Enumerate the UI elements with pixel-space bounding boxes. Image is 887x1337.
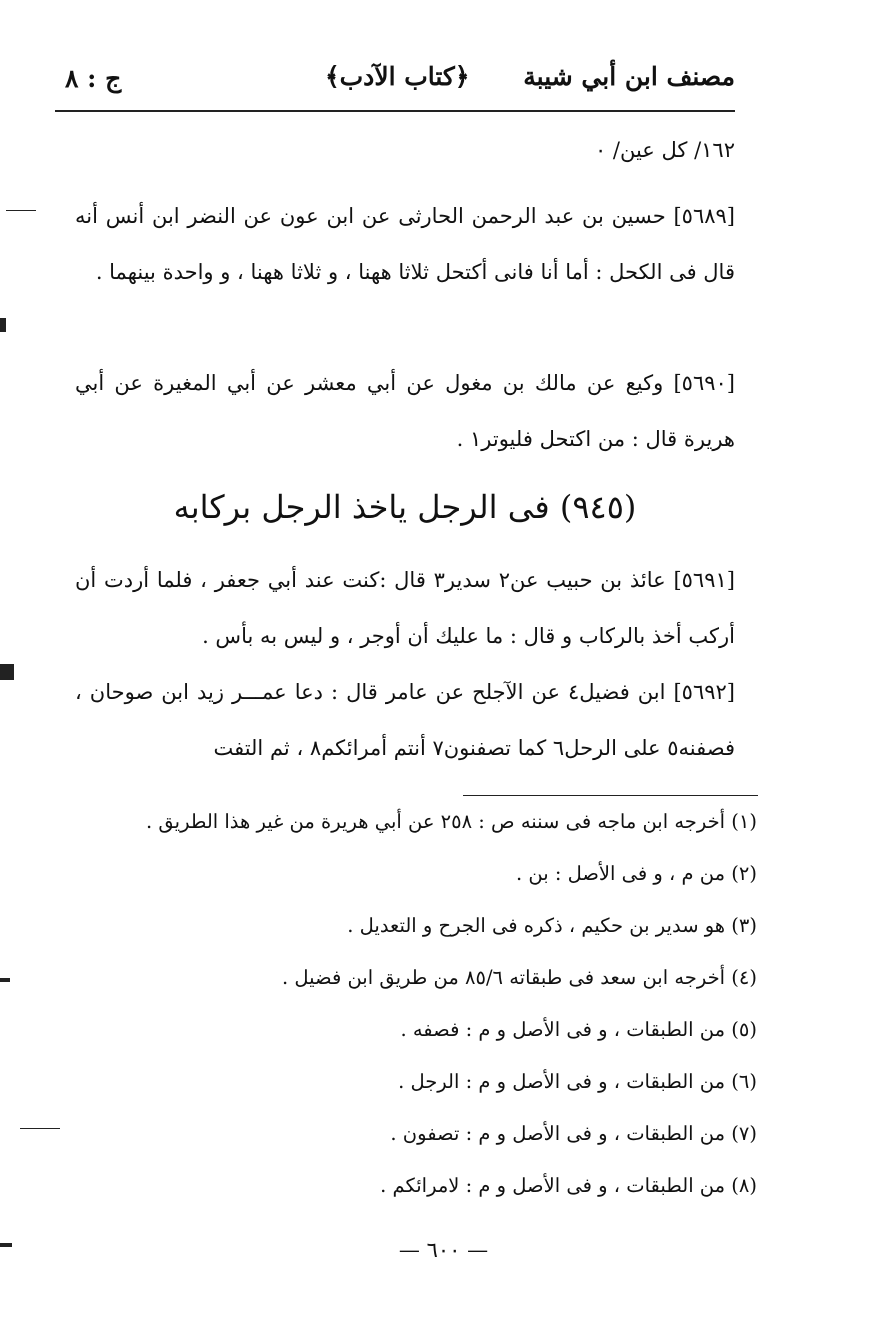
page-number: — ٦٠٠ — bbox=[398, 1238, 489, 1262]
section-title: ﴿كتاب الآدب﴾ bbox=[325, 62, 470, 91]
footnote-3: (٣) هو سدير بن حكيم ، ذكره فى الجرح و التعديل . bbox=[347, 914, 757, 937]
footnote-7: (٧) من الطبقات ، و فى الأصل و م : تصفون . bbox=[390, 1122, 757, 1145]
scan-mark bbox=[0, 664, 14, 680]
scan-mark bbox=[20, 1128, 60, 1129]
book-title: مصنف ابن أبي شيبة bbox=[523, 62, 735, 91]
scan-mark bbox=[6, 210, 36, 211]
running-header bbox=[55, 58, 735, 102]
chapter-heading: (٩٤٥) فى الرجل ياخذ الرجل بركابه bbox=[173, 488, 637, 526]
footnote-6: (٦) من الطبقات ، و فى الأصل و م : الرجل . bbox=[398, 1070, 757, 1093]
scan-mark bbox=[0, 318, 6, 332]
hadith-5691: [٥٦٩١] عائذ بن حبيب عن٢ سدير٣ قال :كنت عند أبي جعفر ، فلما أردت أن أركب أخذ بالركاب و قال : ما عليك أن أوجر ، و ليس به بأس . bbox=[75, 568, 735, 648]
continuation-line: ١٦٢/ كل عين/ ٠ bbox=[594, 138, 735, 162]
scan-mark bbox=[0, 978, 10, 982]
hadith-5690: [٥٦٩٠] وكيع عن مالك بن مغول عن أبي معشر عن أبي المغيرة عن أبي هريرة قال : من اكتحل فليوتر١ . bbox=[75, 371, 735, 451]
footnote-1: (١) أخرجه ابن ماجه فى سننه ص : ٢٥٨ عن أبي هريرة من غير هذا الطريق . bbox=[145, 810, 757, 833]
footnote-rule bbox=[463, 795, 758, 796]
footnote-8: (٨) من الطبقات ، و فى الأصل و م : لامرائكم . bbox=[380, 1174, 757, 1197]
footnote-5: (٥) من الطبقات ، و فى الأصل و م : فصفه . bbox=[400, 1018, 757, 1041]
hadith-5692: [٥٦٩٢] ابن فضيل٤ عن الآجلح عن عامر قال : دعا عمـــر زيد ابن صوحان ، فصفنه٥ على الرحل٦ كما تصفنون٧ أنتم أمرائكم٨ ، ثم التفت bbox=[75, 680, 735, 760]
footnote-2: (٢) من م ، و فى الأصل : بن . bbox=[515, 862, 757, 885]
hadith-5689: [٥٦٨٩] حسين بن عبد الرحمن الحارثى عن ابن عون عن النضر ابن أنس أنه قال فى الكحل : أما أنا فانى أكتحل ثلاثا ههنا ، و ثلاثا ههنا ، و واحدة بينهما . bbox=[75, 204, 735, 284]
header-rule bbox=[55, 110, 735, 112]
scan-mark bbox=[0, 1243, 12, 1247]
footnote-4: (٤) أخرجه ابن سعد فى طبقاته ٨٥/٦ من طريق ابن فضيل . bbox=[281, 966, 757, 989]
volume-label: ج : ٨ bbox=[65, 64, 122, 93]
